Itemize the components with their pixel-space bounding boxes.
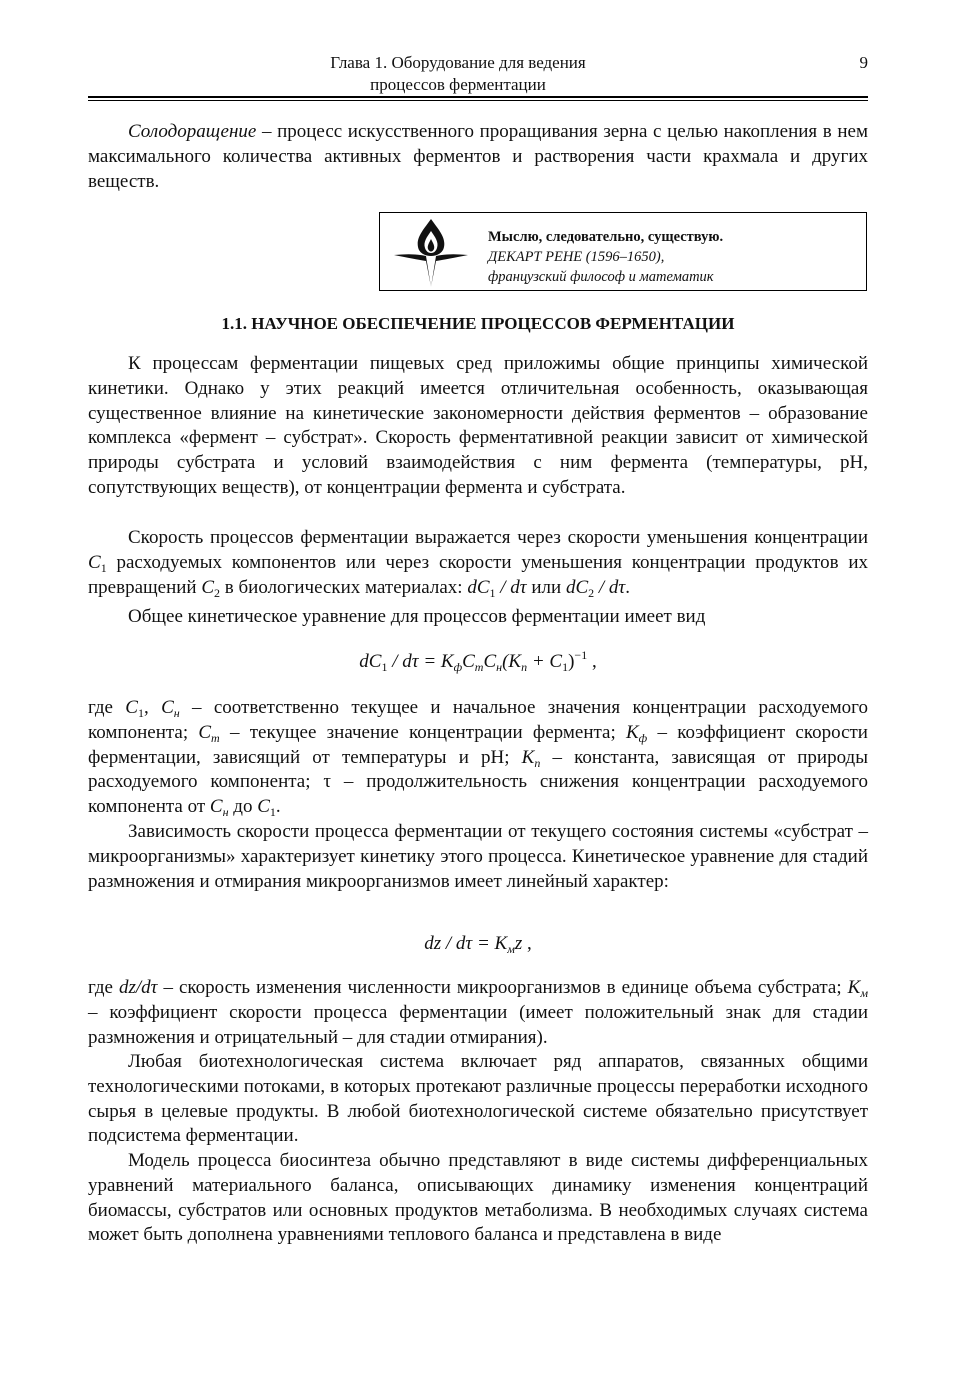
header-rule-thick: [88, 96, 868, 98]
intro-paragraph: [88, 120, 868, 194]
quote-line: Мыслю, следовательно, существую.: [488, 229, 724, 245]
chapter-title-line2: процессов ферментации: [370, 75, 546, 94]
section-heading: 1.1. НАУЧНОЕ ОБЕСПЕЧЕНИЕ ПРОЦЕССОВ ФЕРМЕНТАЦИИ: [221, 314, 735, 333]
paragraph-3: Общее кинетическое уравнение для процессов ферментации имеет вид: [128, 606, 706, 627]
kinetic-equation: $dC_1 / d\tau = K_фC_тC_н(K_п + C_1)^{-1}$ ,: [359, 648, 597, 674]
running-header: [88, 52, 868, 98]
epigraph-text: [488, 227, 723, 287]
paragraph-6: где dz/dτ – скорость изменения численности микроорганизмов в единице объема субстрата; $K_м$ – коэффициент скорости процесса ферментации (имеет положительный знак для стадии размножения и отрицательный – для стадии отмирания).: [88, 977, 868, 1048]
quote-author: ДЕКАРТ РЕНЕ (1596–1650),: [488, 249, 665, 265]
term-definition: – процесс искусственного проращивания зерна с целью накопления в нем максимального количества активных ферментов и растворения части крахмала и других веществ.: [88, 121, 868, 192]
page-number: 9: [859, 53, 868, 72]
paragraph-2: Скорость процессов ферментации выражается через скорости уменьшения концентрации $C_1$ расходуемых компонентов или через скорости уменьшения концентрации продуктов их превращений $C_2$ в биологических материалах: $dC_1$ / dτ или $dC_2$ / dτ.: [88, 527, 868, 600]
term: Солодоращение: [128, 121, 257, 142]
paragraph-5: Зависимость скорости процесса ферментации от текущего состояния системы «субстрат – микроорганизмы» характеризует кинетику этого процесса. Кинетическое уравнение для стадий размножения и отмирания микроорганизмов имеет линейный характер:: [88, 821, 868, 892]
paragraph-1: К процессам ферментации пищевых сред приложимы общие принципы химической кинетики. Однако у этих реакций имеется отличительная особенность, оказывающая существенное влияние на кинетические закономерности действия ферментов – образование комплекса «фермент – субстрат». Скорость ферментативной реакции зависит от химической природы субстрата и условий взаимодействия с ним фермента (температуры, pH, сопутствующих веществ), от концентрации фермента и субстрата.: [88, 353, 868, 498]
paragraph-4: где $C_1$, $C_н$ – соответственно текущее и начальное значения концентрации расходуемого компонента; $C_т$ – текущее значение концентрации фермента; $K_ф$ – коэффициент скорости ферментации, зависящий от температуры и pH; $K_п$ – константа, зависящая от природы расходуемого компонента; τ – продолжительность снижения концентрации расходуемого компонента от $C_н$ до $C_1$.: [88, 697, 869, 820]
growth-equation: dz / $d\tau = K_мz$ ,: [424, 933, 532, 956]
paragraph-7: Любая биотехнологическая система включает ряд аппаратов, связанных общими технологическими потоками, в которых протекают различные процессы переработки исходного сырья в целевые продукты. В любой биотехнологической системе обязательно присутствует подсистема ферментации.: [88, 1051, 868, 1147]
paragraph-8: Модель процесса биосинтеза обычно представляют в виде системы дифференциальных уравнений материального баланса, описывающих динамику изменения концентраций биомассы, субстратов или основных продуктов метаболизма. В необходимых случаях система может быть дополнена уравнениями теплового баланса и представлена в виде: [88, 1150, 868, 1246]
chapter-title-line1: Глава 1. Оборудование для ведения: [330, 53, 586, 72]
chapter-title: [88, 52, 828, 96]
header-rule-thin: [88, 100, 868, 101]
epigraph-box: [379, 212, 867, 291]
quote-author-description: французский философ и математик: [488, 269, 714, 285]
flame-icon: [392, 217, 470, 289]
